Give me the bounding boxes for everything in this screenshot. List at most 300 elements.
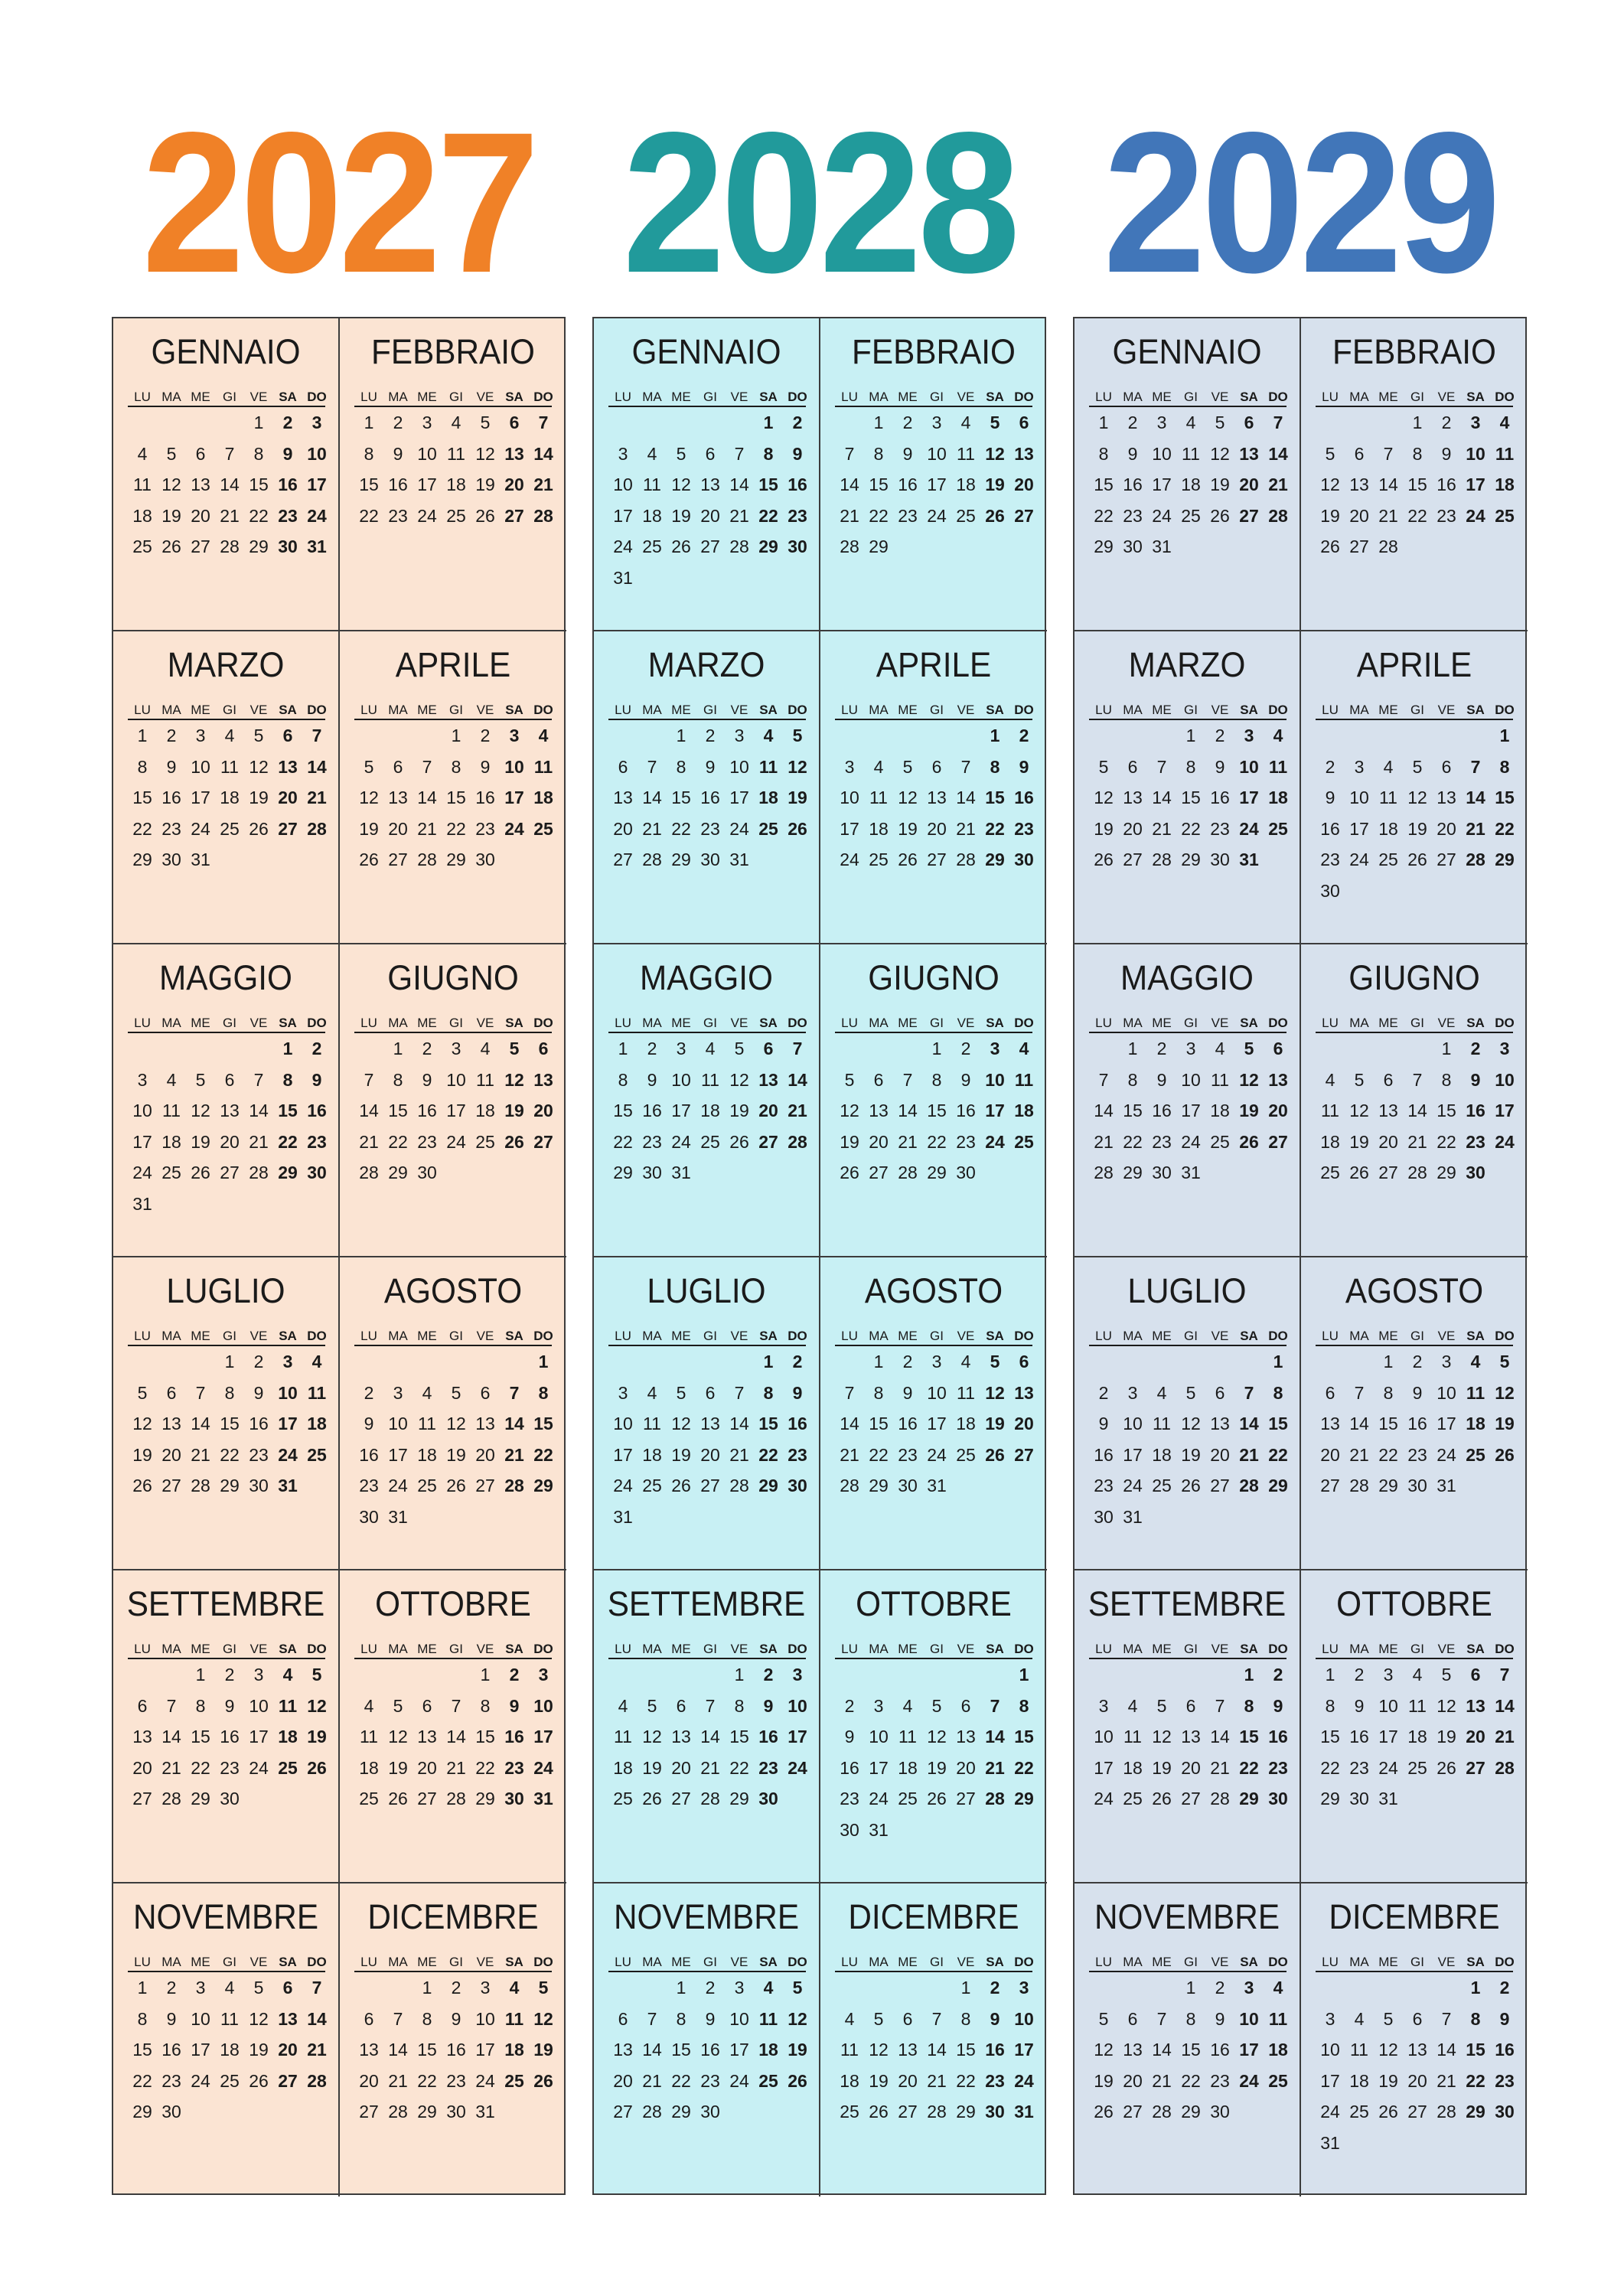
day-cell: 5 bbox=[1098, 2008, 1109, 2029]
day-cell: 29 bbox=[758, 536, 778, 556]
weekday-label: GI bbox=[449, 1329, 463, 1343]
weekday-label: GI bbox=[223, 1955, 236, 1969]
day-cell: 9 bbox=[451, 2008, 461, 2029]
weekday-label: SA bbox=[1466, 703, 1485, 717]
day-cell: 12 bbox=[388, 1727, 408, 1746]
day-cell: 7 bbox=[792, 1039, 803, 1058]
weekday-label: MA bbox=[388, 703, 408, 717]
day-cell: 29 bbox=[220, 1476, 240, 1495]
day-cell: 24 bbox=[1378, 1757, 1398, 1778]
day-cell: 2 bbox=[1098, 1382, 1109, 1403]
day-cell: 5 bbox=[792, 726, 803, 745]
weekday-label: DO bbox=[307, 1329, 327, 1343]
day-cell: 20 bbox=[1268, 1101, 1288, 1120]
day-cell: 24 bbox=[191, 818, 210, 839]
day-cell: 9 bbox=[311, 1069, 322, 1090]
day-cell: 25 bbox=[700, 1131, 720, 1152]
weekday-label: ME bbox=[898, 390, 918, 404]
day-cell: 5 bbox=[538, 1978, 549, 1998]
day-cell: 27 bbox=[278, 818, 298, 839]
weekday-header bbox=[128, 1328, 325, 1346]
day-cell: 13 bbox=[1239, 443, 1259, 464]
weekday-label: LU bbox=[615, 390, 631, 404]
month-name: DICEMBRE bbox=[1329, 1897, 1500, 1936]
weekday-label: GI bbox=[930, 1016, 944, 1030]
day-cell: 14 bbox=[1407, 1101, 1427, 1120]
weekday-label: DO bbox=[1495, 1329, 1515, 1343]
day-cell: 21 bbox=[1407, 1131, 1427, 1152]
day-cell: 15 bbox=[359, 475, 379, 494]
day-cell: 5 bbox=[1354, 1069, 1365, 1090]
day-cell: 20 bbox=[417, 1757, 437, 1778]
day-cell: 10 bbox=[1436, 1382, 1456, 1403]
day-cell: 25 bbox=[1320, 1163, 1340, 1182]
day-cell: 17 bbox=[504, 788, 524, 807]
day-cell: 12 bbox=[1378, 2040, 1398, 2060]
day-cell: 22 bbox=[729, 1757, 749, 1778]
day-cell: 9 bbox=[902, 1382, 913, 1403]
day-cell: 18 bbox=[758, 788, 778, 807]
day-cell: 14 bbox=[840, 1414, 859, 1433]
day-cell: 1 bbox=[1383, 1352, 1394, 1371]
weekday-label: MA bbox=[388, 1329, 408, 1343]
day-cell: 25 bbox=[613, 1789, 633, 1808]
day-cell: 4 bbox=[1499, 413, 1510, 432]
day-cell: 1 bbox=[282, 1039, 293, 1058]
day-cell: 27 bbox=[898, 2102, 918, 2122]
weekday-label: ME bbox=[671, 1329, 691, 1343]
day-cell: 18 bbox=[161, 1131, 181, 1152]
weekday-label: SA bbox=[279, 1016, 297, 1030]
day-cell: 16 bbox=[700, 2040, 720, 2060]
day-cell: 16 bbox=[1436, 475, 1456, 494]
weekday-label: ME bbox=[1378, 1955, 1398, 1969]
weekday-label: VE bbox=[730, 390, 748, 404]
day-cell: 3 bbox=[844, 756, 855, 777]
day-cell: 26 bbox=[446, 1476, 466, 1495]
day-cell: 20 bbox=[278, 788, 298, 807]
weekday-label: ME bbox=[417, 1955, 437, 1969]
day-cell: 16 bbox=[220, 1727, 240, 1746]
day-cell: 3 bbox=[618, 443, 628, 464]
day-cell: 12 bbox=[475, 443, 495, 464]
weekday-label: SA bbox=[279, 703, 297, 717]
day-cell: 1 bbox=[1441, 1039, 1452, 1058]
day-cell: 9 bbox=[1499, 2008, 1510, 2029]
day-cell: 3 bbox=[1383, 1665, 1394, 1684]
day-cell: 2 bbox=[1412, 1352, 1423, 1371]
day-cell: 6 bbox=[393, 756, 403, 777]
day-cell: 30 bbox=[161, 2102, 181, 2122]
day-cell: 7 bbox=[1470, 756, 1481, 777]
day-cell: 23 bbox=[1210, 818, 1230, 839]
day-cell: 24 bbox=[1466, 505, 1485, 526]
weekday-label: LU bbox=[841, 1329, 858, 1343]
day-cell: 26 bbox=[1407, 850, 1427, 869]
day-cell: 28 bbox=[388, 2102, 408, 2122]
day-cell: 6 bbox=[137, 1695, 148, 1716]
day-cell: 13 bbox=[388, 788, 408, 807]
day-cell: 22 bbox=[1094, 505, 1114, 526]
day-cell: 4 bbox=[538, 726, 549, 745]
month-gennaio bbox=[113, 318, 340, 631]
day-cell: 3 bbox=[311, 413, 322, 432]
day-cell: 30 bbox=[1152, 1163, 1172, 1182]
day-cell: 7 bbox=[311, 1978, 322, 1998]
day-cell: 4 bbox=[364, 1695, 374, 1716]
day-cell: 21 bbox=[1349, 1444, 1369, 1465]
month-marzo bbox=[594, 631, 820, 944]
day-cell: 26 bbox=[1181, 1476, 1201, 1495]
weekday-label: LU bbox=[615, 1955, 631, 1969]
day-cell: 28 bbox=[1495, 1757, 1515, 1778]
month-name: FEBBRAIO bbox=[852, 332, 1016, 371]
day-cell: 8 bbox=[1383, 1382, 1394, 1403]
day-cell: 1 bbox=[873, 413, 884, 432]
day-cell: 10 bbox=[985, 1069, 1005, 1090]
day-cell: 25 bbox=[533, 818, 553, 839]
day-cell: 12 bbox=[985, 443, 1005, 464]
month-name: GIUGNO bbox=[387, 958, 519, 997]
day-cell: 6 bbox=[960, 1695, 971, 1716]
day-cell: 4 bbox=[647, 1382, 657, 1403]
day-cell: 5 bbox=[393, 1695, 403, 1716]
day-cell: 30 bbox=[700, 2102, 720, 2122]
weekday-header bbox=[1089, 1328, 1286, 1346]
day-cell: 14 bbox=[1268, 443, 1288, 464]
day-cell: 15 bbox=[417, 2040, 437, 2060]
day-cell: 11 bbox=[869, 788, 888, 807]
day-cell: 21 bbox=[388, 2070, 408, 2091]
day-cell: 19 bbox=[1495, 1414, 1515, 1433]
day-cell: 21 bbox=[249, 1131, 269, 1152]
day-cell: 25 bbox=[1014, 1131, 1034, 1152]
day-cell: 28 bbox=[1407, 1163, 1427, 1182]
day-cell: 21 bbox=[642, 818, 662, 839]
weekday-label: ME bbox=[671, 1016, 691, 1030]
day-cell: 27 bbox=[475, 1476, 495, 1495]
weekday-label: DO bbox=[1014, 1955, 1034, 1969]
day-cell: 1 bbox=[676, 1978, 686, 1998]
day-cell: 26 bbox=[359, 850, 379, 869]
month-name: FEBBRAIO bbox=[371, 332, 535, 371]
year-panel-2028 bbox=[592, 317, 1046, 2195]
day-cell: 20 bbox=[1181, 1757, 1201, 1778]
day-cell: 15 bbox=[388, 1101, 408, 1120]
day-cell: 16 bbox=[1094, 1444, 1114, 1465]
weekday-header bbox=[608, 1641, 806, 1659]
weekday-label: ME bbox=[671, 1955, 691, 1969]
weekday-label: ME bbox=[417, 1642, 437, 1656]
day-cell: 6 bbox=[480, 1382, 491, 1403]
weekday-label: VE bbox=[249, 1642, 268, 1656]
day-cell: 18 bbox=[1210, 1101, 1230, 1120]
month-novembre bbox=[113, 1883, 340, 2197]
weekday-label: SA bbox=[505, 1955, 523, 1969]
day-cell: 12 bbox=[869, 2040, 889, 2060]
day-cell: 27 bbox=[1181, 1789, 1201, 1808]
month-name: SETTEMBRE bbox=[607, 1584, 806, 1623]
day-cell: 6 bbox=[1215, 1382, 1225, 1403]
day-cell: 21 bbox=[504, 1444, 524, 1465]
day-cell: 19 bbox=[869, 2070, 889, 2091]
day-cell: 12 bbox=[1094, 788, 1114, 807]
day-cell: 17 bbox=[249, 1727, 269, 1746]
day-cell: 31 bbox=[927, 1476, 947, 1495]
weekday-header bbox=[1089, 702, 1286, 720]
day-cell: 18 bbox=[307, 1414, 327, 1433]
day-cell: 2 bbox=[1354, 1665, 1365, 1684]
day-cell: 1 bbox=[873, 1352, 884, 1371]
day-cell: 9 bbox=[792, 1382, 803, 1403]
weekday-label: VE bbox=[957, 1329, 975, 1343]
day-cell: 30 bbox=[1268, 1789, 1288, 1808]
day-cell: 2 bbox=[1470, 1039, 1481, 1058]
weekday-label: VE bbox=[957, 390, 975, 404]
day-cell: 25 bbox=[869, 850, 889, 869]
weekday-label: VE bbox=[476, 1016, 494, 1030]
weekday-label: VE bbox=[1211, 1642, 1229, 1656]
day-cell: 9 bbox=[253, 1382, 264, 1403]
day-cell: 3 bbox=[1156, 413, 1167, 432]
weekday-label: GI bbox=[703, 1955, 717, 1969]
day-cell: 11 bbox=[1268, 756, 1288, 777]
weekday-label: ME bbox=[417, 703, 437, 717]
day-cell: 21 bbox=[307, 788, 327, 807]
day-cell: 3 bbox=[480, 1978, 491, 1998]
day-cell: 28 bbox=[307, 2070, 327, 2091]
weekday-label: ME bbox=[1152, 1955, 1172, 1969]
day-cell: 10 bbox=[1466, 443, 1485, 464]
month-name: APRILE bbox=[395, 645, 511, 684]
day-cell: 5 bbox=[792, 1978, 803, 1998]
day-cell: 27 bbox=[1466, 1757, 1485, 1778]
day-cell: 19 bbox=[249, 788, 269, 807]
day-cell: 20 bbox=[475, 1444, 495, 1465]
weekday-label: ME bbox=[417, 390, 437, 404]
day-cell: 22 bbox=[359, 505, 379, 526]
weekday-label: VE bbox=[730, 1955, 748, 1969]
weekday-label: DO bbox=[1014, 1642, 1034, 1656]
day-cell: 1 bbox=[480, 1665, 491, 1684]
day-cell: 10 bbox=[1014, 2008, 1034, 2029]
day-cell: 31 bbox=[1239, 850, 1259, 869]
day-cell: 14 bbox=[1239, 1414, 1259, 1433]
month-name: MAGGIO bbox=[159, 958, 292, 997]
day-cell: 9 bbox=[422, 1069, 432, 1090]
month-name: MARZO bbox=[167, 645, 285, 684]
day-cell: 1 bbox=[1470, 1978, 1481, 1998]
day-cell: 2 bbox=[1127, 413, 1138, 432]
month-febbraio bbox=[1301, 318, 1528, 631]
weekday-label: MA bbox=[869, 1016, 889, 1030]
day-cell: 22 bbox=[533, 1444, 553, 1465]
day-cell: 14 bbox=[504, 1414, 524, 1433]
day-cell: 14 bbox=[1378, 475, 1398, 494]
day-cell: 19 bbox=[840, 1131, 859, 1152]
day-cell: 14 bbox=[1466, 788, 1485, 807]
day-cell: 18 bbox=[417, 1444, 437, 1465]
day-cell: 16 bbox=[278, 475, 298, 494]
weekday-label: GI bbox=[1410, 1642, 1424, 1656]
day-cell: 9 bbox=[1127, 443, 1138, 464]
weekday-label: LU bbox=[134, 703, 151, 717]
day-cell: 12 bbox=[1407, 788, 1427, 807]
day-cell: 8 bbox=[873, 1382, 884, 1403]
day-cell: 6 bbox=[1019, 1352, 1029, 1371]
day-cell: 28 bbox=[898, 1163, 918, 1182]
day-cell: 25 bbox=[307, 1444, 327, 1465]
month-gennaio bbox=[1075, 318, 1301, 631]
day-cell: 10 bbox=[475, 2008, 495, 2029]
weekday-label: DO bbox=[788, 1642, 807, 1656]
day-cell: 6 bbox=[1325, 1382, 1335, 1403]
weekday-label: VE bbox=[1211, 703, 1229, 717]
day-cell: 2 bbox=[1215, 1978, 1225, 1998]
weekday-label: DO bbox=[1268, 1955, 1288, 1969]
day-cell: 7 bbox=[647, 2008, 657, 2029]
day-cell: 7 bbox=[1441, 2008, 1452, 2029]
day-cell: 4 bbox=[1383, 756, 1394, 777]
day-cell: 24 bbox=[985, 1131, 1005, 1152]
day-cell: 26 bbox=[1094, 2102, 1114, 2122]
day-cell: 2 bbox=[480, 726, 491, 745]
day-cell: 19 bbox=[1239, 1101, 1259, 1120]
day-cell: 17 bbox=[191, 2040, 210, 2060]
day-cell: 2 bbox=[166, 726, 177, 745]
weekday-label: MA bbox=[1123, 390, 1143, 404]
day-cell: 25 bbox=[1210, 1131, 1230, 1152]
day-cell: 1 bbox=[1185, 726, 1196, 745]
day-cell: 29 bbox=[132, 2102, 152, 2122]
weekday-label: SA bbox=[986, 1642, 1004, 1656]
day-cell: 13 bbox=[220, 1101, 240, 1120]
day-cell: 16 bbox=[1349, 1727, 1369, 1746]
weekday-label: GI bbox=[1184, 1329, 1198, 1343]
weekday-header bbox=[354, 389, 552, 407]
day-cell: 28 bbox=[840, 536, 859, 556]
day-cell: 4 bbox=[1273, 1978, 1283, 1998]
day-cell: 26 bbox=[161, 536, 181, 556]
weekday-header bbox=[128, 389, 325, 407]
day-cell: 29 bbox=[671, 2102, 691, 2122]
day-cell: 13 bbox=[613, 788, 633, 807]
day-cell: 16 bbox=[840, 1757, 859, 1778]
day-cell: 5 bbox=[1244, 1039, 1254, 1058]
month-luglio bbox=[594, 1257, 820, 1570]
weekday-label: VE bbox=[476, 390, 494, 404]
day-cell: 3 bbox=[1441, 1352, 1452, 1371]
day-cell: 2 bbox=[282, 413, 293, 432]
weekday-label: GI bbox=[449, 1642, 463, 1656]
day-cell: 11 bbox=[476, 1069, 494, 1090]
day-cell: 17 bbox=[191, 788, 210, 807]
day-cell: 22 bbox=[1378, 1444, 1398, 1465]
day-cell: 25 bbox=[475, 1131, 495, 1152]
day-cell: 19 bbox=[788, 2040, 807, 2060]
day-cell: 22 bbox=[956, 2070, 976, 2091]
day-cell: 31 bbox=[1152, 536, 1172, 556]
day-cell: 28 bbox=[359, 1163, 379, 1182]
weekday-label: MA bbox=[1123, 1955, 1143, 1969]
day-cell: 19 bbox=[161, 505, 181, 526]
day-cell: 15 bbox=[671, 2040, 691, 2060]
day-cell: 9 bbox=[647, 1069, 657, 1090]
day-cell: 17 bbox=[927, 1414, 947, 1433]
day-cell: 28 bbox=[1268, 505, 1288, 526]
day-cell: 27 bbox=[220, 1163, 240, 1182]
day-cell: 21 bbox=[956, 818, 976, 839]
day-cell: 26 bbox=[1320, 536, 1340, 556]
day-cell: 19 bbox=[504, 1101, 524, 1120]
day-cell: 16 bbox=[898, 475, 918, 494]
day-cell: 26 bbox=[388, 1789, 408, 1808]
weekday-label: ME bbox=[1378, 1016, 1398, 1030]
day-cell: 25 bbox=[1349, 2102, 1369, 2122]
month-luglio bbox=[1075, 1257, 1301, 1570]
day-cell: 7 bbox=[734, 443, 745, 464]
day-cell: 14 bbox=[191, 1414, 210, 1433]
weekday-label: DO bbox=[307, 1016, 327, 1030]
day-cell: 27 bbox=[388, 850, 408, 869]
day-cell: 6 bbox=[1412, 2008, 1423, 2029]
day-cell: 22 bbox=[475, 1757, 495, 1778]
weekday-label: ME bbox=[1378, 390, 1398, 404]
day-cell: 21 bbox=[191, 1444, 210, 1465]
day-cell: 30 bbox=[898, 1476, 918, 1495]
weekday-label: SA bbox=[986, 1955, 1004, 1969]
day-cell: 27 bbox=[700, 1476, 720, 1495]
day-cell: 22 bbox=[446, 818, 466, 839]
weekday-label: LU bbox=[615, 1016, 631, 1030]
month-name: GENNAIO bbox=[151, 332, 301, 371]
day-cell: 1 bbox=[538, 1352, 549, 1371]
day-cell: 20 bbox=[869, 1131, 889, 1152]
weekday-label: MA bbox=[869, 390, 889, 404]
day-cell: 12 bbox=[132, 1414, 152, 1433]
day-cell: 8 bbox=[195, 1695, 206, 1716]
day-cell: 5 bbox=[451, 1382, 461, 1403]
weekday-label: LU bbox=[1095, 703, 1112, 717]
month-name: OTTOBRE bbox=[1336, 1584, 1492, 1623]
month-name: GENNAIO bbox=[1112, 332, 1262, 371]
day-cell: 30 bbox=[249, 1476, 269, 1495]
day-cell: 19 bbox=[1407, 818, 1427, 839]
day-cell: 5 bbox=[931, 1695, 942, 1716]
day-cell: 6 bbox=[509, 413, 520, 432]
day-cell: 12 bbox=[1436, 1695, 1456, 1716]
day-cell: 10 bbox=[1094, 1727, 1114, 1746]
day-cell: 23 bbox=[161, 818, 181, 839]
month-giugno bbox=[1301, 944, 1528, 1257]
weekday-label: MA bbox=[1349, 390, 1369, 404]
weekday-label: VE bbox=[730, 703, 748, 717]
day-cell: 20 bbox=[1466, 1727, 1485, 1746]
day-cell: 25 bbox=[1123, 1789, 1143, 1808]
weekday-header bbox=[1089, 1641, 1286, 1659]
weekday-label: SA bbox=[986, 390, 1004, 404]
day-cell: 16 bbox=[1152, 1101, 1172, 1120]
day-cell: 31 bbox=[388, 1506, 408, 1527]
day-cell: 20 bbox=[898, 2070, 918, 2091]
day-cell: 14 bbox=[533, 443, 553, 464]
day-cell: 29 bbox=[191, 1789, 210, 1808]
day-cell: 17 bbox=[1239, 2040, 1259, 2060]
weekday-label: DO bbox=[1268, 703, 1288, 717]
day-cell: 23 bbox=[1152, 1131, 1172, 1152]
day-cell: 9 bbox=[1098, 1414, 1109, 1433]
day-cell: 8 bbox=[676, 2008, 686, 2029]
